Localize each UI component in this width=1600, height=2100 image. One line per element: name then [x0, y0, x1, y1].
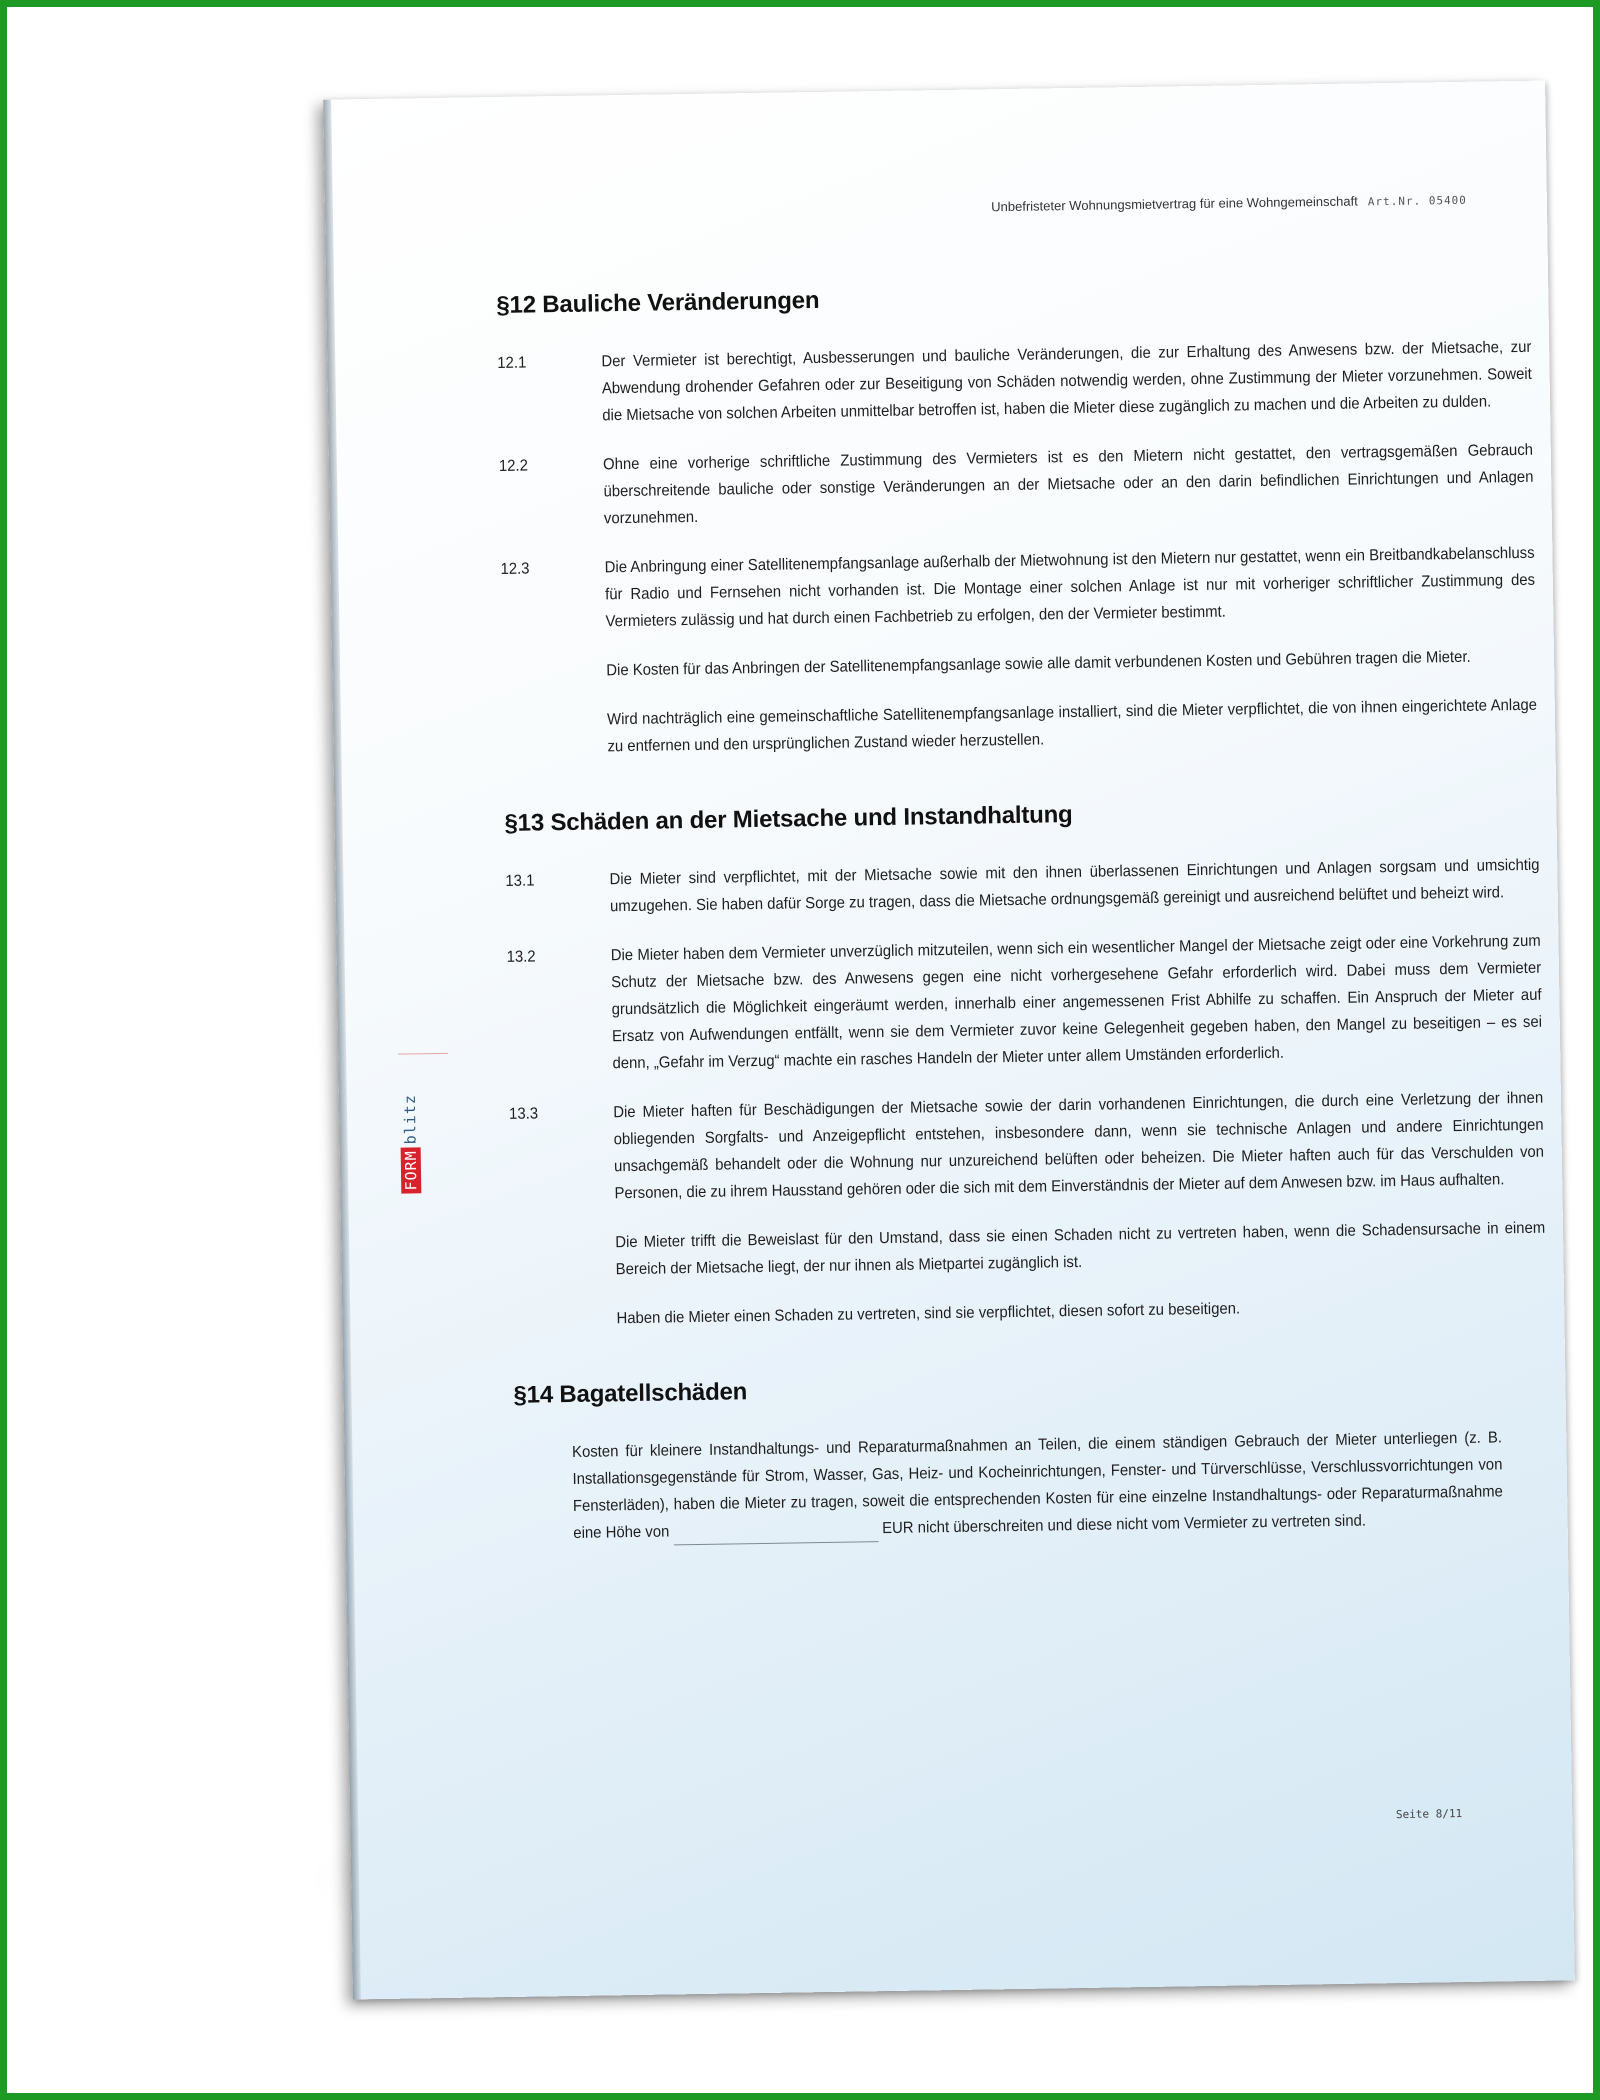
- clause: [509, 1085, 1545, 1209]
- brand-logo: [398, 1053, 424, 1203]
- clause-paragraph: Haben die Mieter einen Schaden zu vertreten, sind sie verpflichtet, diesen sofort zu beseitigen.: [616, 1300, 1241, 1328]
- document-body: [496, 278, 1546, 1548]
- bagatell-text-end: EUR nicht überschreiten und diese nicht vom Vermieter zu vertreten sind.: [882, 1512, 1367, 1538]
- clause-number: 13.1: [505, 872, 535, 890]
- section-body: [514, 1424, 1503, 1548]
- section-heading: §12 Bauliche Veränderungen: [496, 286, 820, 320]
- brand-wordmark: [401, 1091, 421, 1194]
- clause-number: 12.1: [497, 354, 527, 373]
- brand-form: FORM: [401, 1147, 422, 1193]
- clause-paragraph: Wird nachträglich eine gemeinschaftliche Satellitenempfangsanlage installiert, sind die Mieter verpflichtet, die von ihnen eingerichtete Anlage zu entfernen und den ursprünglichen Zustand wieder herzustellen.: [606, 696, 1538, 756]
- clause: [499, 437, 1534, 534]
- document-page: [323, 81, 1575, 2000]
- page-number: Seite 8/11: [1395, 1807, 1463, 1822]
- clause-text: Ohne eine vorherige schriftliche Zustimmung des Vermieters ist es den Mietern nicht gestattet, den vertragsgemäßen Gebrauch überschreitende bauliche oder sonstige Veränderungen an der Mietsache oder an den darin befindlichen Einrichtungen und Anlagen vorzunehmen.: [602, 441, 1534, 528]
- clause-text: Die Mieter sind verpflichtet, mit der Mietsache sowie mit den ihnen überlassenen Einrichtungen und Anlagen sorgsam und umsichtig umzugehen. Sie haben dafür Sorge zu tragen, dass die Mietsache ordnungsgemäß gereinigt und ausreichend belüftet und beheizt wird.: [609, 856, 1540, 916]
- clause-text: Die Mieter haften für Beschädigungen der Mietsache sowie der darin vorhandenen Einrichtungen, die durch eine Verletzung der ihnen obliegenden Sorgfalts- und Anzeigepflicht entstehen, insbesondere dann, wenn sie technische Anlagen und andere Einrichtungen unsachgemäß behandelt oder die Wohnung nur unzureichend belüften oder beheizen. Die Mieter haften auch für das Verschulden von Personen, die zu ihrem Hausstand gehören oder die sich mit dem Einverständnis der Mieter auf dem Anwesen bzw. im Haus aufhalten.: [613, 1089, 1545, 1203]
- clause: [500, 540, 1535, 637]
- section-heading: §13 Schäden an der Mietsache und Instandhaltung: [504, 801, 1073, 837]
- clause-text: Der Vermieter ist berechtigt, Ausbesserungen und bauliche Veränderungen, die zur Erhaltung des Anwesens bzw. der Mietsache, zur Abwendung drohender Gefahren oder zur Beseitigung von Schäden notwendig werden, ohne Zustimmung der Mieter vorzunehmen. Soweit die Mietsache von solchen Arbeiten unmittelbar betroffen ist, haben die Mieter diese zugänglich zu machen und die Arbeiten zu dulden.: [601, 338, 1532, 425]
- document-title: Unbefristeter Wohnungsmietvertrag für eine Wohngemeinschaft: [991, 193, 1358, 215]
- clause: [497, 334, 1532, 431]
- clause-text: Die Mieter haben dem Vermieter unverzüglich mitzuteilen, wenn sich ein wesentlicher Mangel der Mietsache zeigt oder eine Vorkehrung zum Schutz der Mietsache bzw. des Anwesens gegen eine nicht vorhergesehene Gefahr erforderlich wird. Dabei muss dem Vermieter grundsätzlich die Möglichkeit eingeräumt werden, innerhalb einer angemessenen Frist Abhilfe zu schaffen. Ein Anspruch der Mieter auf Ersatz von Aufwendungen entfällt, wenn sie dem Vermieter zuvor keine Gelegenheit gegeben haben, den Mangel zu beseitigen – es sei denn, „Gefahr im Verzug“ machte ein rasches Handeln der Mieter unter allem Umständen erforderlich.: [610, 932, 1543, 1073]
- clause-text: Die Anbringung einer Satellitenempfangsanlage außerhalb der Mietwohnung ist den Mietern nur gestattet, wenn ein Breitbandkabelanschluss für Radio und Fernsehen nicht vorhanden ist. Die Montage einer solchen Anlage ist nur mit vorheriger schriftlicher Zustimmung des Vermieters zulässig und hat durch einen Fachbetrieb zu erfolgen, den der Vermieter bestimmt.: [604, 544, 1536, 631]
- article-number: Art.Nr. 05400: [1367, 193, 1467, 209]
- section-heading: §14 Bagatellschäden: [513, 1378, 748, 1409]
- amount-blank-field[interactable]: [673, 1525, 878, 1545]
- clause: [505, 852, 1540, 922]
- clause-number: 13.3: [508, 1105, 539, 1123]
- clause-number: 12.2: [498, 457, 529, 475]
- clause-number: 12.3: [500, 560, 530, 578]
- document-header: [991, 192, 1467, 214]
- clause: [506, 928, 1542, 1079]
- clause-number: 13.2: [506, 948, 536, 966]
- clause-paragraph: Die Kosten für das Anbringen der Satellitenempfangsanlage sowie alle damit verbundenen Kosten und Gebühren tragen die Mieter.: [606, 648, 1471, 680]
- clause-paragraph: Die Mieter trifft die Beweislast für den Umstand, dass sie einen Schaden nicht zu vertreten haben, wenn die Schadensursache in einem Bereich der Mietsache liegt, der nur ihnen als Mietpartei zugänglich ist.: [615, 1219, 1546, 1279]
- brand-blitz: blitz: [400, 1094, 420, 1145]
- brand-rule: [398, 1053, 448, 1055]
- bagatell-text: Kosten für kleinere Instandhaltungs- und Reparaturmaßnahmen an Teilen, die einem ständigen Gebrauch der Mieter unterliegen (z. B. Installationsgegenstände für Strom, Wasser, Gas, Heiz- und Kocheinrichtungen, Fenster- und Türverschlüsse, Verschlussvorrichtungen von Fensterläden), haben die Mieter zu tragen, soweit die entsprechenden Kosten für eine einzelne Instandhaltungs- oder Reparaturmaßnahme eine Höhe von: [571, 1429, 1503, 1542]
